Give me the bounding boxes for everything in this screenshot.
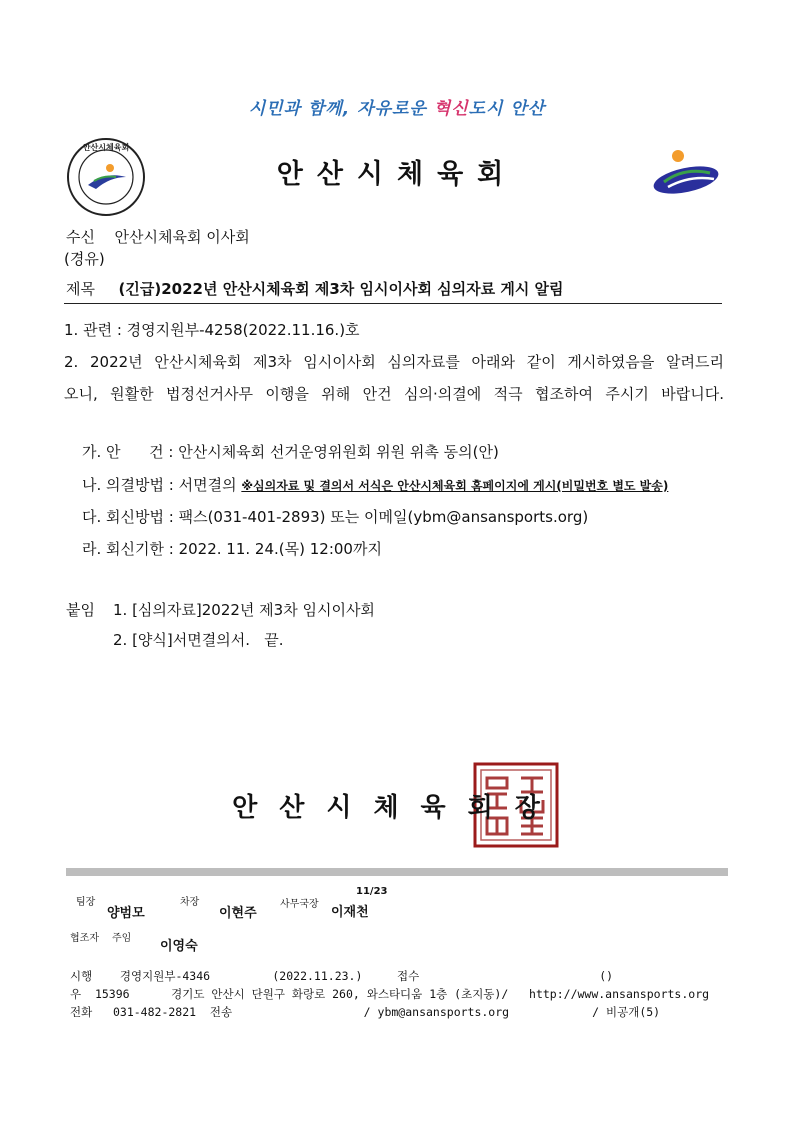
contact-line: 전화 031-482-2821 전송 / ybm@ansansports.org / 비공개(5) xyxy=(70,1005,661,1019)
slogan xyxy=(0,94,794,119)
organization-title: 안산시체육회 xyxy=(276,159,518,190)
attachments-label: 붙임 xyxy=(66,601,95,619)
approval-role: 차장 xyxy=(180,897,200,908)
body-paragraph-line1: 2. 2022년 안산시체육회 제3차 임시이사회 심의자료를 아래와 같이 게시하였음을 알려드리 xyxy=(64,353,724,371)
recipient-value: 안산시체육회 이사회 xyxy=(114,228,250,246)
slogan-part1: 시민과 함께, 자유로운 xyxy=(248,99,434,119)
item-value: 2022. 11. 24.(목) 12:00까지 xyxy=(178,540,382,558)
slogan-part3: 도시 안산 xyxy=(468,99,546,119)
item-label: 나. 의결방법 : xyxy=(82,476,174,494)
address-line: 우 15396 경기도 안산시 단원구 화랑로 260, 와스타디움 1층 (초지동)/ http://www.ansansports.org xyxy=(70,987,710,1001)
item-reply-method xyxy=(82,507,588,527)
approval-name: 양범모 xyxy=(107,906,145,921)
approval-role: 팀장 xyxy=(76,897,96,908)
attachment-item: 2. [양식]서면결의서. 끝. xyxy=(113,631,284,649)
body-paragraph-line2: 오니, 원활한 법정선거사무 이행을 위해 안건 심의·의결에 적극 협조하여 주시기 바랍니다. xyxy=(64,385,724,403)
approval-date: 11/23 xyxy=(356,886,388,897)
item-value: 팩스(031-401-2893) 또는 이메일(ybm@ansansports.org) xyxy=(178,508,589,526)
approval-name: 이재천 xyxy=(331,905,369,920)
recipient-line xyxy=(66,226,250,247)
issuer-signature: 안산시체육회장 xyxy=(232,793,562,823)
approval-role: 사무국장 xyxy=(280,899,319,910)
approval-name: 이현주 xyxy=(219,906,257,921)
item-agenda xyxy=(82,442,499,462)
attachment-item: 1. [심의자료]2022년 제3차 임시이사회 xyxy=(113,601,375,619)
cooperation-role: 주임 xyxy=(112,933,132,944)
item-label: 가. 안 건 : xyxy=(82,443,174,461)
cooperation-name: 이영숙 xyxy=(160,939,198,954)
slogan-part2: 혁신 xyxy=(433,99,469,119)
cooperation-label: 협조자 xyxy=(70,933,99,944)
subject-line xyxy=(66,278,564,299)
seal-text: 안산시체육회 xyxy=(82,143,130,152)
recipient-label: 수신 xyxy=(66,228,95,246)
item-value: 서면결의 xyxy=(178,476,237,494)
footer-divider xyxy=(66,868,728,876)
subject-value: (긴급)2022년 안산시체육회 제3차 임시이사회 심의자료 게시 알림 xyxy=(118,280,564,298)
enforcement-line: 시행 경영지원부-4346 (2022.11.23.) 접수 () xyxy=(70,969,614,983)
item-reply-deadline xyxy=(82,539,382,559)
reference-paragraph: 1. 관련 : 경영지원부-4258(2022.11.16.)호 xyxy=(64,321,360,339)
item-label: 라. 회신기한 : xyxy=(82,540,174,558)
via-line: (경유) xyxy=(64,250,105,268)
subject-label: 제목 xyxy=(66,280,95,298)
item-value: 안산시체육회 선거운영위원회 위원 위촉 동의(안) xyxy=(178,443,499,461)
association-logo-icon xyxy=(650,147,722,199)
subject-divider xyxy=(64,303,722,304)
item-method xyxy=(82,475,668,496)
item-note: ※심의자료 및 결의서 서식은 안산시체육회 홈페이지에 게시(비밀번호 별도 발송) xyxy=(241,479,669,493)
item-label: 다. 회신방법 : xyxy=(82,508,174,526)
